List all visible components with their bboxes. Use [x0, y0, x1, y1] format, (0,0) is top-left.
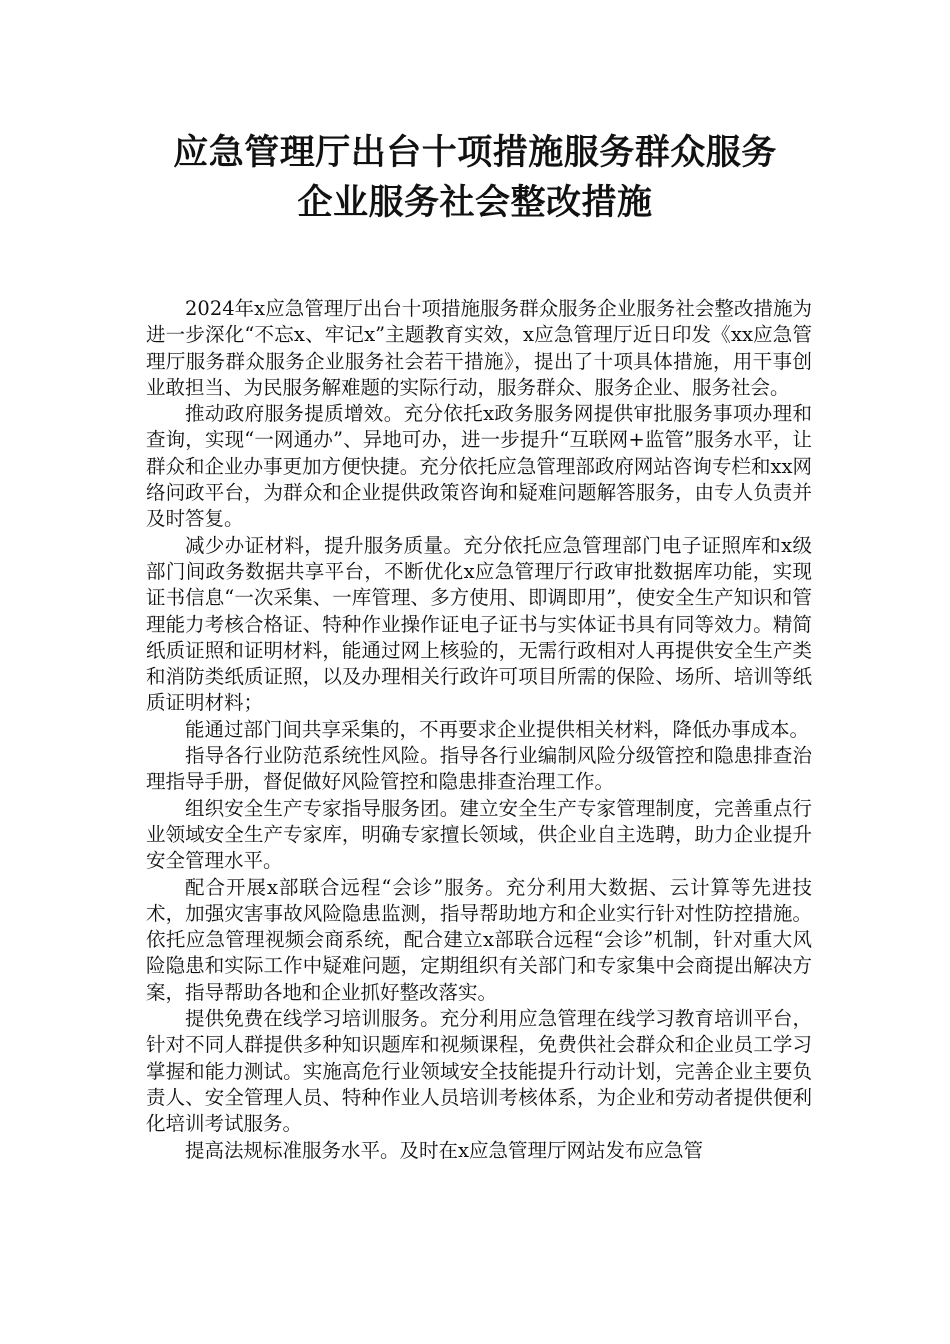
paragraph-online-training: 提供免费在线学习培训服务。充分利用应急管理在线学习教育培训平台，针对不同人群提供多种知识题库和视频课程，免费供社会群众和企业员工学习掌握和能力测试。实施高危行业领域安全技能提升行动计划，完善企业主要负责人、安全管理人员、特种作业人员培训考核体系，为企业和劳动者提供便利化培训考试服务。 — [146, 1007, 812, 1136]
paragraph-systemic-risk: 指导各行业防范系统性风险。指导各行业编制风险分级管控和隐患排查治理指导手册，督促做好风险管控和隐患排查治理工作。 — [146, 744, 812, 794]
paragraph-intro: 2024年x应急管理厅出台十项措施服务群众服务企业服务社会整改措施为进一步深化“不忘x、牢记x”主题教育实效，x应急管理厅近日印发《xx应急管理厅服务群众服务企业服务社会若干措施》，提出了十项具体措施，用干事创业敢担当、为民服务解难题的实际行动，服务群众、服务企业、服务社会。 — [146, 297, 812, 399]
document-title — [0, 128, 950, 228]
title-line-1: 应急管理厅出台十项措施服务群众服务 — [173, 133, 777, 173]
title-line-2: 企业服务社会整改措施 — [297, 183, 653, 223]
paragraph-government-service: 推动政府服务提质增效。充分依托x政务服务网提供审批服务事项办理和查询，实现“一网通办”、异地可办，进一步提升“互联网+监管”服务水平，让群众和企业办事更加方便快捷。充分依托应急管理部政府网站咨询专栏和xx网络问政平台，为群众和企业提供政策咨询和疑难问题解答服务，由专人负责并及时答复。 — [146, 402, 812, 531]
paragraph-expert-team: 组织安全生产专家指导服务团。建立安全生产专家管理制度，完善重点行业领域安全生产专家库，明确专家擅长领域，供企业自主选聘，助力企业提升安全管理水平。 — [146, 796, 812, 873]
paragraph-remote-consultation: 配合开展x部联合远程“会诊”服务。充分利用大数据、云计算等先进技术，加强灾害事故风险隐患监测，指导帮助地方和企业实行针对性防控措施。依托应急管理视频会商系统，配合建立x部联合远程“会诊”机制，针对重大风险隐患和实际工作中疑难问题，定期组织有关部门和专家集中会商提出解决方案，指导帮助各地和企业抓好整改落实。 — [146, 875, 812, 1004]
paragraph-reduce-materials: 减少办证材料，提升服务质量。充分依托应急管理部门电子证照库和x级部门间政务数据共享平台，不断优化x应急管理厅行政审批数据库功能，实现证书信息“一次采集、一库管理、多方使用、即调即用”，使安全生产知识和管理能力考核合格证、特种作业操作证电子证书与实体证书具有同等效力。精简纸质证照和证明材料，能通过网上核验的，无需行政相对人再提供安全生产类和消防类纸质证照，以及办理相关行政许可项目所需的保险、场所、培训等纸质证明材料； — [146, 533, 812, 715]
document-body — [146, 296, 812, 1164]
paragraph-regulation-service: 提高法规标准服务水平。及时在x应急管理厅网站发布应急管 — [185, 1138, 703, 1162]
paragraph-shared-collection: 能通过部门间共享采集的，不再要求企业提供相关材料，降低办事成本。 — [185, 717, 810, 741]
